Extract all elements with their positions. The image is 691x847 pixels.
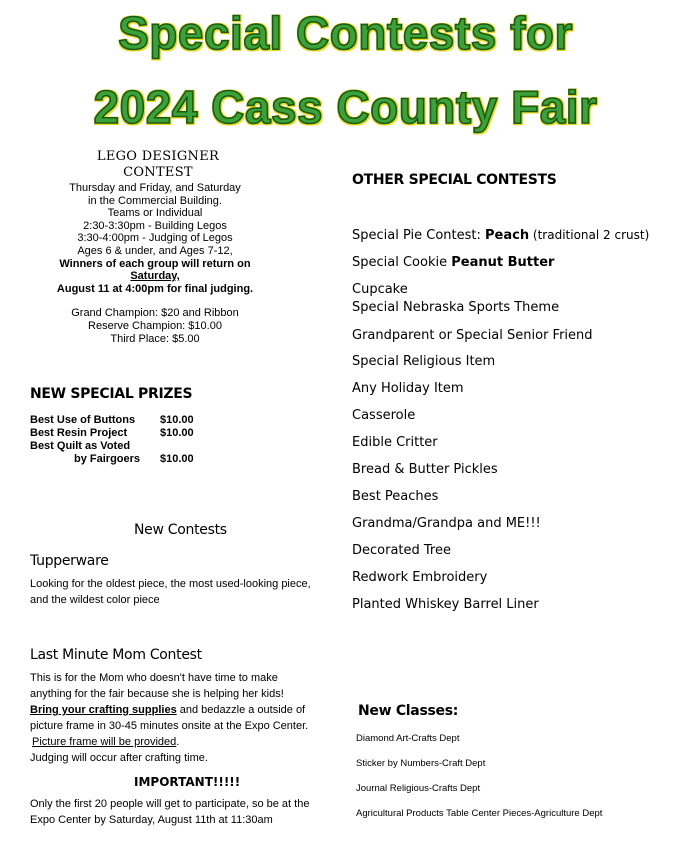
mom-line: picture frame in 30-45 minutes onsite at the Expo Center.	[30, 720, 309, 732]
other-item: Edible Critter	[352, 435, 438, 450]
other-item: Cupcake	[352, 282, 408, 297]
class-item: Sticker by Numbers-Craft Dept	[356, 758, 486, 769]
lego-saturday: Saturday,	[130, 270, 180, 283]
prize-row	[30, 453, 230, 466]
prize-label: Best Use of Buttons	[30, 414, 136, 426]
mom-contest-title: Last Minute Mom Contest	[30, 647, 202, 663]
pie-flavor: Peach	[485, 228, 530, 243]
other-item: Special Nebraska Sports Theme	[352, 300, 560, 315]
mom-line: This is for the Mom who doesn't have time to make	[30, 672, 278, 684]
lego-line: Ages 6 & under, and Ages 7-12,	[77, 244, 233, 257]
important-label: IMPORTANT!!!!!	[134, 775, 241, 789]
prize-row	[30, 440, 230, 453]
other-item: Best Peaches	[352, 489, 439, 504]
lego-heading-line1: LEGO DESIGNER	[96, 149, 220, 164]
mom-contest-desc	[30, 670, 350, 766]
class-item: Agricultural Products Table Center Pieces-Agriculture Dept	[356, 808, 603, 819]
tupperware-line: and the wildest color piece	[30, 594, 160, 606]
other-item: Grandma/Grandpa and ME!!!	[352, 516, 541, 531]
prize-amount: $10.00	[160, 427, 194, 439]
other-item: Any Holiday Item	[352, 381, 464, 396]
prize-amount: $10.00	[160, 453, 194, 465]
prize-label: Best Resin Project	[30, 427, 128, 439]
lego-heading-line2: CONTEST	[123, 165, 193, 180]
mom-frame: Picture frame will be provided	[32, 736, 177, 748]
lego-line: 3:30-4:00pm - Judging of Legos	[77, 232, 233, 245]
prize-row	[30, 414, 230, 427]
mom-line: Picture frame will be provided.	[32, 736, 180, 748]
mom-final	[30, 796, 350, 828]
other-item: Bread & Butter Pickles	[352, 462, 498, 477]
tupperware-line: Looking for the oldest piece, the most used-looking piece,	[30, 578, 311, 590]
lego-line: Thursday and Friday, and Saturday	[69, 182, 241, 194]
lego-prize: Grand Champion: $20 and Ribbon	[71, 307, 239, 320]
cookie-contest	[352, 255, 682, 270]
pie-note: (traditional 2 crust)	[529, 228, 650, 242]
other-item: Special Religious Item	[352, 354, 496, 369]
lego-heading	[58, 149, 258, 181]
mom-supplies-rest: and bedazzle a outside of	[176, 704, 306, 716]
mom-final-line: Expo Center by Saturday, August 11th at 11:30am	[30, 814, 273, 826]
other-item: Grandparent or Special Senior Friend	[352, 328, 593, 343]
other-item: Redwork Embroidery	[352, 570, 488, 585]
page-title-line1: Special Contests for	[118, 7, 573, 59]
mom-line: anything for the fair because she is helping her kids!	[30, 688, 284, 700]
other-item: Casserole	[352, 408, 416, 423]
tupperware-title: Tupperware	[30, 553, 109, 569]
prize-row	[30, 427, 230, 440]
mom-line	[30, 702, 350, 718]
other-contests-heading: OTHER SPECIAL CONTESTS	[352, 172, 557, 188]
pie-contest	[352, 228, 682, 243]
lego-line: Teams or Individual	[107, 207, 203, 220]
new-contests-heading: New Contests	[134, 522, 227, 538]
mom-supplies: Bring your crafting supplies	[30, 704, 177, 716]
prize-list	[30, 414, 230, 466]
lego-final-judging: August 11 at 4:00pm for final judging.	[56, 282, 254, 295]
lego-line: in the Commercial Building.	[88, 194, 222, 207]
cookie-label: Special Cookie	[352, 255, 452, 270]
other-item: Decorated Tree	[352, 543, 451, 558]
mom-final-line: Only the first 20 people will get to participate, so be at the	[30, 798, 310, 810]
pie-label: Special Pie Contest:	[352, 228, 486, 243]
prize-amount: $10.00	[160, 414, 194, 426]
new-classes-heading: New Classes:	[358, 703, 459, 719]
other-item: Planted Whiskey Barrel Liner	[352, 597, 539, 612]
lego-line: 2:30-3:30pm - Building Legos	[83, 219, 227, 232]
new-prizes-heading: NEW SPECIAL PRIZES	[30, 386, 193, 402]
prize-label: by Fairgoers	[74, 453, 141, 465]
lego-details	[30, 182, 280, 345]
lego-prize: Third Place: $5.00	[110, 332, 200, 345]
page-title-line2: 2024 Cass County Fair	[93, 81, 598, 133]
cookie-flavor: Peanut Butter	[451, 255, 555, 270]
class-item: Journal Religious-Crafts Dept	[356, 783, 481, 794]
lego-winners-line: Winners of each group will return on	[59, 257, 251, 270]
lego-prize: Reserve Champion: $10.00	[88, 319, 222, 332]
class-item: Diamond Art-Crafts Dept	[356, 733, 460, 744]
prize-label: Best Quilt as Voted	[30, 440, 131, 452]
tupperware-desc	[30, 576, 350, 608]
mom-line: Judging will occur after crafting time.	[30, 752, 208, 764]
